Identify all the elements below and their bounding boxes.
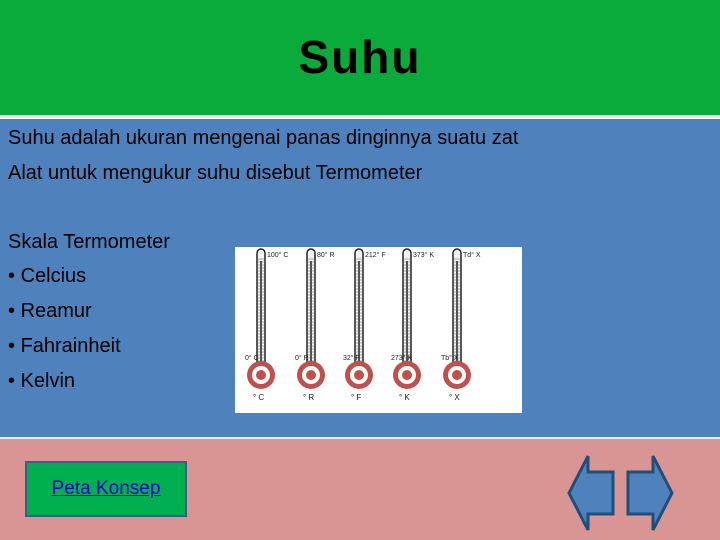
unit-label: ° R <box>303 393 315 402</box>
thermometer <box>245 249 288 402</box>
bulb-core <box>452 370 462 380</box>
bottom-fixed-point-label: 0° C <box>245 355 259 362</box>
bulb-core <box>354 370 364 380</box>
bottom-fixed-point-label: 0° R <box>295 355 309 362</box>
peta-konsep-link[interactable]: Peta Konsep <box>51 478 161 499</box>
instrument-text: Alat untuk mengukur suhu disebut Termometer <box>8 162 423 184</box>
peta-konsep-button[interactable] <box>25 461 187 517</box>
navigation-arrows <box>566 453 676 533</box>
scale-item-celcius: • Celcius <box>8 265 86 288</box>
unit-label: ° X <box>449 393 460 402</box>
next-button[interactable] <box>628 456 672 530</box>
top-fixed-point-label: 373° K <box>413 252 435 259</box>
left-arrow-icon[interactable] <box>569 456 613 530</box>
back-button[interactable] <box>569 456 613 530</box>
thermometer <box>295 249 335 402</box>
scale-heading: Skala Termometer <box>8 231 170 253</box>
bulb-core <box>256 370 266 380</box>
bottom-fixed-point-label: 32° F <box>343 355 360 362</box>
right-arrow-icon[interactable] <box>628 456 672 530</box>
unit-label: ° F <box>351 393 362 402</box>
thermometer <box>441 249 481 402</box>
top-fixed-point-label: 80° R <box>317 252 335 259</box>
thermometer-scales-image <box>235 247 522 413</box>
thermometer <box>391 249 434 402</box>
scale-item-fahrainheit: • Fahrainheit <box>8 335 121 358</box>
thermometer-illustration <box>235 247 522 413</box>
thermometer <box>343 249 386 402</box>
scale-item-reamur: • Reamur <box>8 300 92 323</box>
unit-label: ° K <box>399 393 410 402</box>
title-bar <box>0 0 720 118</box>
unit-label: ° C <box>253 393 265 402</box>
bottom-fixed-point-label: 273° K <box>391 355 413 362</box>
page-title: Suhu <box>298 31 422 83</box>
top-fixed-point-label: 100° C <box>267 252 289 259</box>
bottom-fixed-point-label: Tb° X <box>441 355 459 362</box>
bulb-core <box>306 370 316 380</box>
bulb-core <box>402 370 412 380</box>
top-fixed-point-label: 212° F <box>365 252 386 259</box>
top-fixed-point-label: Td° X <box>463 252 481 259</box>
definition-text: Suhu adalah ukuran mengenai panas dinginnya suatu zat <box>8 127 519 149</box>
scale-item-kelvin: • Kelvin <box>8 370 75 393</box>
